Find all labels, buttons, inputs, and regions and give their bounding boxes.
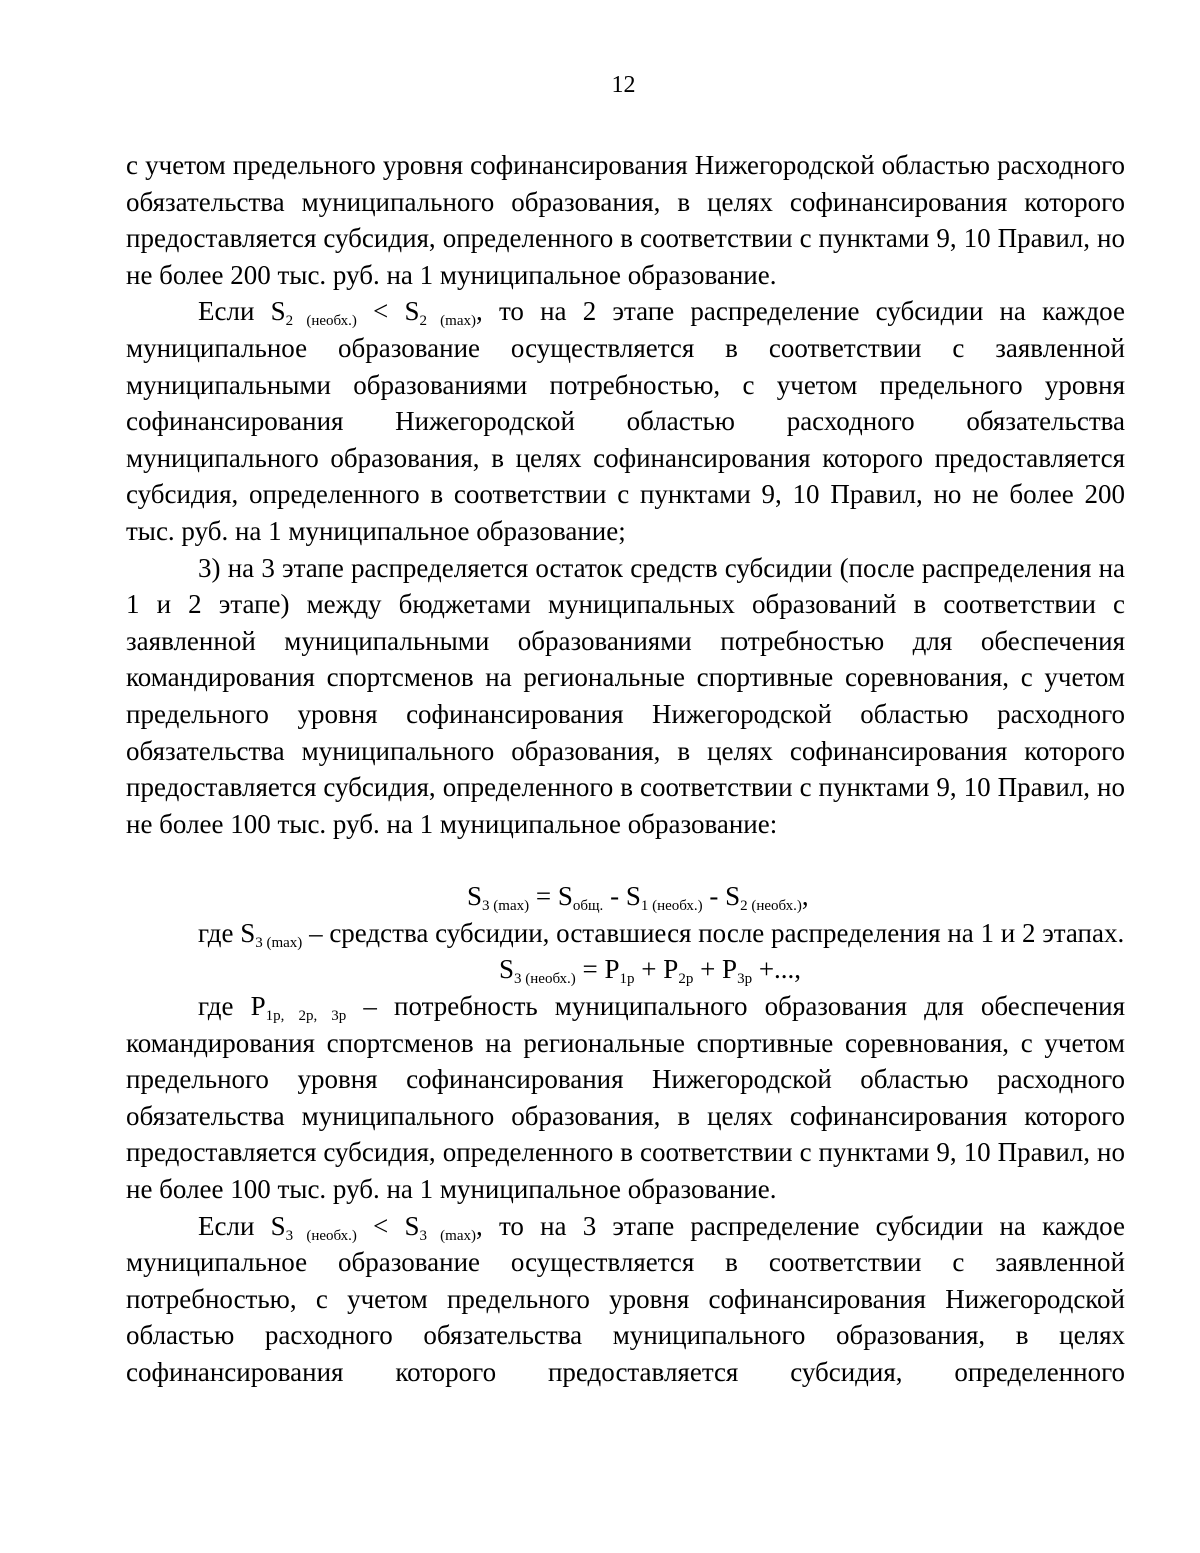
paragraph-5: где $P_{1р, 2р, 3р}$ – потребность муниципального образования для обеспечения командирования спортсменов на региональные спортивные соревнования, с учетом предельного уровня софинансирования Нижегородской областью расходного обязательства муниципального образования, в целях софинансирования которого предоставляется субсидия, определенного в соответствии с пунктами 9, 10 Правил, но не более 100 тыс. руб. на 1 муниципальное образование. <box>126 991 1126 1205</box>
paragraph-6: Если $S_{3 (необх.)} < S_{3 (max)}$, то на 3 этапе распределение субсидии на каждое муниципальное образование осуществляется в соответствии с заявленной потребностью, с учетом предельного уровня софинансирования Нижегородской областью расходного обязательства муниципального образования, в целях софинансирования которого предоставляется субсидия, определенного <box>126 1210 1125 1387</box>
document-body <box>126 147 1125 1391</box>
paragraph-1: с учетом предельного уровня софинансирования Нижегородской областью расходного обязательства муниципального образования, в целях софинансирования которого предоставляется субсидия, определенного в соответствии с пунктами 9, 10 Правил, но не более 200 тыс. руб. на 1 муниципальное образование. <box>126 150 1125 290</box>
page-number: 12 <box>611 72 636 98</box>
paragraph-2: Если $S_{2 (необх.)} < S_{2 (max)}$, то на 2 этапе распределение субсидии на каждое муниципальное образование осуществляется в соответствии с заявленной муниципальными образованиями потребностью, с учетом предельного уровня софинансирования Нижегородской областью расходного обязательства муниципального образования, в целях софинансирования которого предоставляется субсидия, определенного в соответствии с пунктами 9, 10 Правил, но не более 200 тыс. руб. на 1 муниципальное образование; <box>126 296 1125 546</box>
paragraph-3: 3) на 3 этапе распределяется остаток средств субсидии (после распределения на 1 и 2 этапе) между бюджетами муниципальных образований в соответствии с заявленной муниципальными образованиями потребностью для обеспечения командирования спортсменов на региональные спортивные соревнования, с учетом предельного уровня софинансирования Нижегородской областью расходного обязательства муниципального образования, в целях софинансирования которого предоставляется субсидия, определенного в соответствии с пунктами 9, 10 Правил, но не более 100 тыс. руб. на 1 муниципальное образование: <box>126 552 1125 839</box>
formula-s3-need: $S_{3 (необх.)} = P_{1р} + P_{2р} + P_{3р}$ +..., <box>499 954 802 988</box>
paragraph-4: где $S_{3 (max)}$ – средства субсидии, оставшиеся после распределения на 1 и 2 этапах. <box>198 917 1125 951</box>
formula-s3-max: $S_{3 (max)} = S_{общ.} - S_{1 (необх.)} - S_{2 (необх.)}$, <box>467 881 809 915</box>
